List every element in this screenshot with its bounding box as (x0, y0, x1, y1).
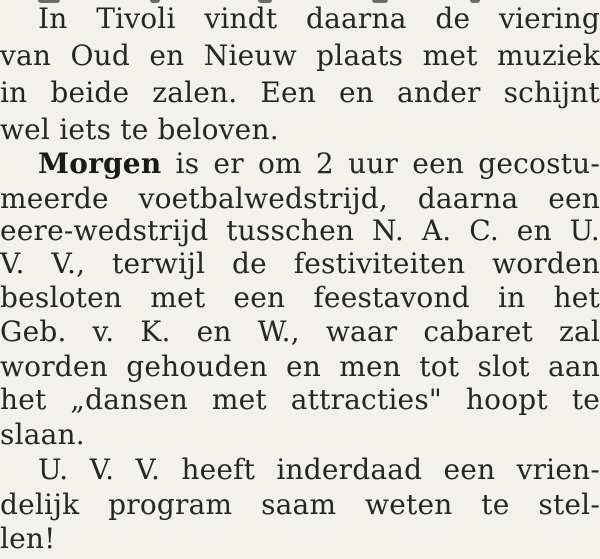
text-line: eere-wedstrijd tusschen N. A. C. en U. (0, 214, 600, 247)
text-line: Geb. v. K. en W., waar cabaret zal (0, 315, 600, 348)
text-line: worden gehouden en men tot slot aan (0, 350, 600, 383)
text-line: het „dansen met attracties" hoopt te (0, 383, 600, 416)
text-line: besloten met een feestavond in het (0, 281, 600, 314)
text-line: van Oud en Nieuw plaats met muziek (0, 39, 600, 72)
text-line-rest: is er om 2 uur een gecostu- (161, 147, 600, 180)
text-line: in beide zalen. Een en ander schijnt (0, 76, 600, 109)
text-line: slaan. (0, 418, 85, 451)
text-line: In Tivoli vindt daarna de viering (38, 2, 600, 35)
text-line: wel iets te beloven. (0, 113, 279, 146)
text-line: U. V. V. heeft inderdaad een vrien- (38, 453, 600, 486)
text-line: V. V., terwijl de festiviteiten worden (0, 247, 600, 280)
text-line (0, 145, 600, 183)
emphasized-word: Morgen (38, 147, 162, 180)
text-line: delijk program saam weten te stel- (0, 488, 600, 521)
text-line: meerde voetbalwedstrijd, daarna een (0, 182, 600, 215)
text-line: len! (0, 522, 56, 555)
